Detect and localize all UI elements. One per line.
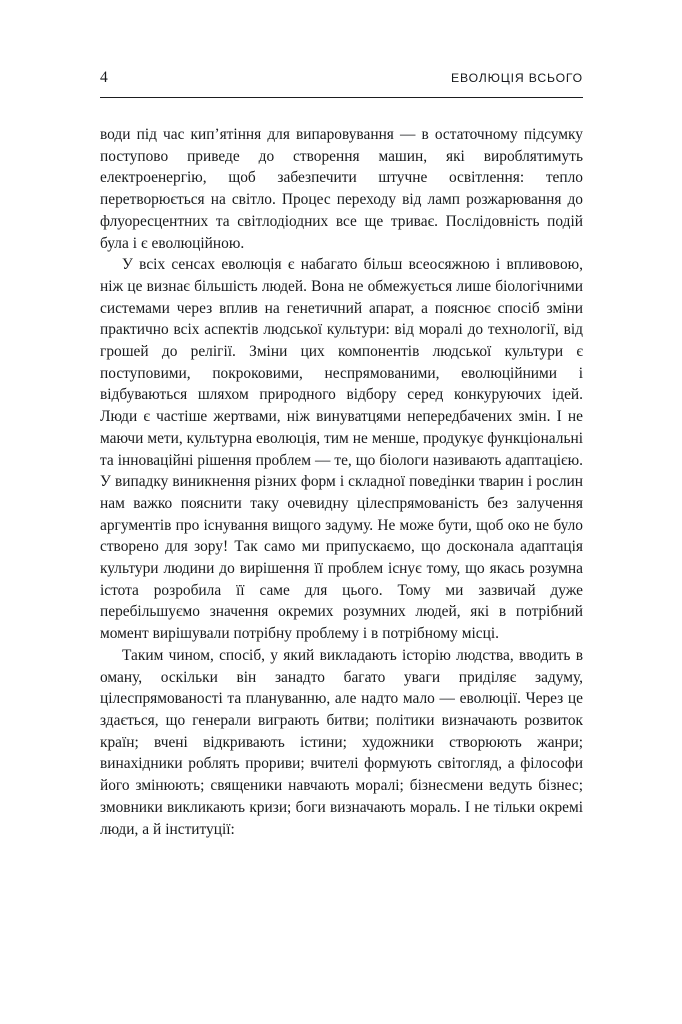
text-block	[100, 124, 583, 840]
paragraph: Таким чином, спосіб, у який викладають історію людства, вводить в оману, оскільки він занадто багато уваги приділяє задуму, цілеспрямованості та плануванню, але надто мало — еволюції. Через це здається, що генерали виграють битви; політики визначають розвиток країн; вчені відкривають істини; художники створюють жанри; винахідники роблять прориви; вчителі формують світогляд, а філософи його змінюють; священики навчають моралі; бізнесмени ведуть бізнес; змовники викликають кризи; боги визначають мораль. І не тільки окремі люди, а й інституції:	[100, 646, 583, 838]
header-rule	[100, 97, 583, 98]
paragraph: У всіх сенсах еволюція є набагато більш всеосяжною і впливовою, ніж це визнає більшість людей. Вона не обмежується лише біологічними системами через вплив на генетичний апарат, а пояснює спосіб зміни практично всіх аспектів людської культури: від моралі до технології, від грошей до релігії. Зміни цих компонентів людської культури є поступовими, покроковими, неспрямованими, еволюційними і відбуваються шляхом природного відбору серед конкуруючих ідей. Люди є частіше жертвами, ніж винуватцями непередбачених змін. І не маючи мети, культурна еволюція, тим не менше, продукує функціональні та інноваційні рішення проблем — те, що біологи називають адаптацією. У випадку виникнення різних форм і складної поведінки тварин і рослин нам важко пояснити таку очевидну цілеспрямованість без залучення аргументів про існування вищого задуму. Не може бути, щоб око не було створено для зору! Так само ми припускаємо, що досконала адаптація культури людини до вирішення її проблем існує тому, що якась розумна істота розробила її саме для цього. Тому ми зазвичай дуже перебільшуємо значення окремих розумних людей, які в потрібний момент вирішували потрібну проблему і в потрібному місці.	[100, 256, 583, 643]
page-number: 4	[100, 69, 108, 86]
paragraph: води під час кип’ятіння для випаровування — в остаточному підсумку поступово приведе до створення машин, які вироблятимуть електроенергію, щоб забезпечити штучне освітлення: тепло перетворюється на світло. Процес переходу від ламп розжарювання до флуоресцентних та світлодіодних все ще триває. Послідовність подій була і є еволюційною.	[100, 126, 583, 252]
running-header	[100, 70, 583, 94]
running-title: ЕВОЛЮЦІЯ ВСЬОГО	[451, 71, 583, 85]
